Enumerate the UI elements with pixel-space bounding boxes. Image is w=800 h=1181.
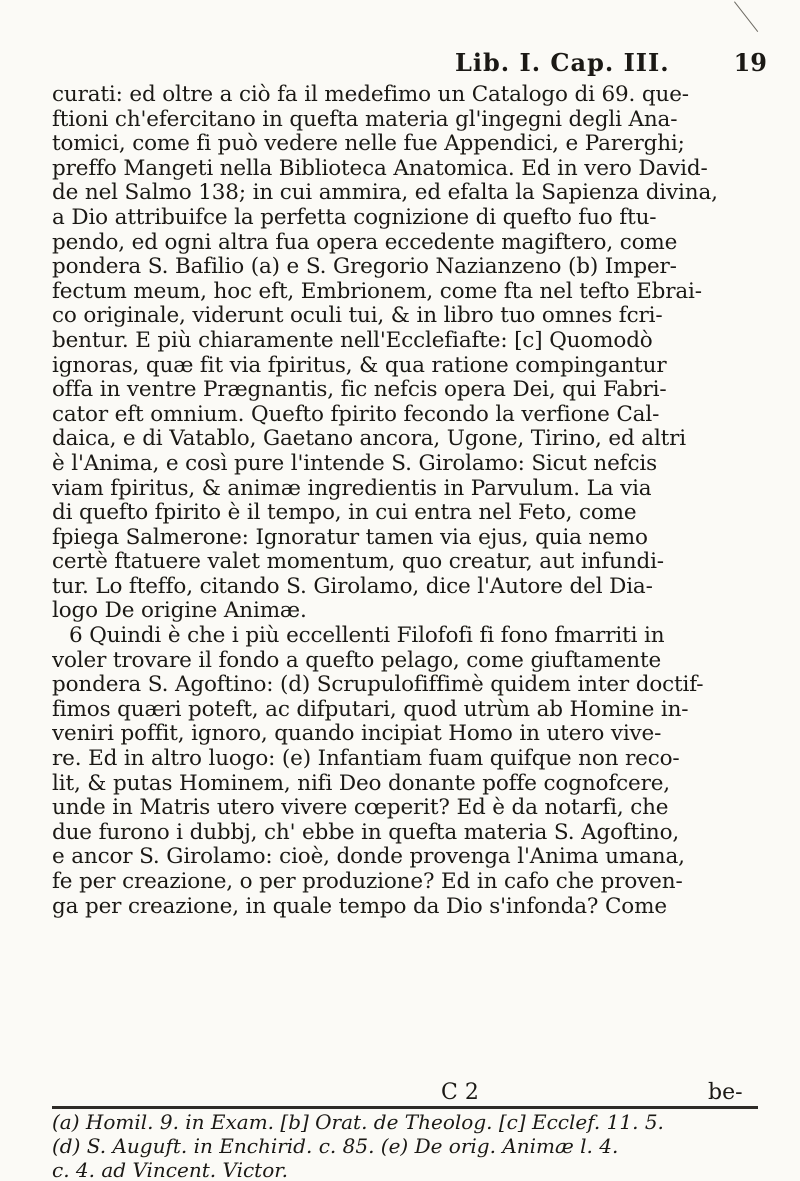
signature-mark: C 2 [441, 1080, 479, 1105]
footnote-line: c. 4. ad Vincent. Victor. [52, 1158, 288, 1181]
text-line: certè ftatuere valet momentum, quo creatur, aut infundi- [52, 550, 664, 575]
text-line: veniri poffit, ignoro, quando incipiat Homo in utero vive- [52, 722, 662, 747]
text-line: tomici, come fi può vedere nelle fue Appendici, e Parerghi; [52, 132, 685, 157]
catchword: be- [708, 1080, 743, 1105]
text-line: a Dio attribuifce la perfetta cognizione di quefto fuo ftu- [52, 205, 657, 230]
running-head: Lib. I. Cap. III. [455, 48, 670, 77]
text-line: di quefto fpirito è il tempo, in cui entra nel Feto, come [52, 501, 637, 526]
text-line: pondera S. Bafilio (a) e S. Gregorio Nazianzeno (b) Imper- [52, 255, 677, 280]
text-line: bentur. E più chiaramente nell'Ecclefiafte: [c] Quomodò [52, 328, 653, 353]
text-line: fimos quæri poteft, ac difputari, quod utrùm ab Homine in- [52, 697, 689, 722]
footnote-line: (d) S. Auguft. in Enchirid. c. 85. (e) De orig. Animæ l. 4. [52, 1134, 619, 1158]
text-line: fectum meum, hoc eft, Embrionem, come fta nel tefto Ebrai- [52, 279, 702, 304]
corner-mark [734, 1, 758, 32]
text-line: tur. Lo fteffo, citando S. Girolamo, dice l'Autore del Dia- [52, 574, 653, 599]
text-line: preffo Mangeti nella Biblioteca Anatomica. Ed in vero David- [52, 156, 708, 181]
footnote-rule [52, 1106, 758, 1109]
text-line: re. Ed in altro luogo: (e) Infantiam fuam quifque non reco- [52, 747, 680, 772]
text-line: curati: ed oltre a ciò fa il medefimo un Catalogo di 69. que- [52, 83, 689, 107]
text-line: ignoras, quæ fit via fpiritus, & qua ratione compingantur [52, 353, 667, 378]
body-text [52, 83, 757, 1105]
text-line: offa in ventre Prægnantis, fic nefcis opera Dei, qui Fabri- [52, 378, 667, 403]
page-number: 19 [733, 48, 767, 77]
text-line: co originale, viderunt oculi tui, & in libro tuo omnes fcri- [52, 304, 663, 329]
text-line: è l'Anima, e così pure l'intende S. Girolamo: Sicut nefcis [52, 451, 657, 476]
text-line: unde in Matris utero vivere cœperit? Ed è da notarfi, che [52, 796, 669, 821]
text-line: pendo, ed ogni altra fua opera eccedente magiftero, come [52, 230, 678, 255]
text-line: e ancor S. Girolamo: cioè, donde provenga l'Anima umana, [52, 845, 685, 870]
text-line: fpiega Salmerone: Ignoratur tamen via ejus, quia nemo [52, 525, 648, 550]
text-line: viam fpiritus, & animæ ingredientis in Parvulum. La via [52, 476, 652, 501]
text-line: pondera S. Agoftino: (d) Scrupulofiffimè quidem inter doctif- [52, 673, 704, 698]
text-line: logo De origine Animæ. [52, 599, 307, 624]
text-line: ftioni ch'efercitano in quefta materia gl'ingegni degli Ana- [52, 107, 678, 132]
paragraph-start-line: 6 Quindi è che i più eccellenti Filofofi fi fono fmarriti in [69, 624, 665, 649]
footnotes [52, 1110, 757, 1181]
text-line: ga per creazione, in quale tempo da Dio s'infonda? Come [52, 894, 667, 919]
text-line: de nel Salmo 138; in cui ammira, ed efalta la Sapienza divina, [52, 181, 718, 206]
text-line: fe per creazione, o per produzione? Ed in cafo che proven- [52, 870, 683, 894]
text-line: lit, & putas Hominem, nifi Deo donante poffe cognofcere, [52, 771, 670, 796]
text-line: due furono i dubbj, ch' ebbe in quefta materia S. Agoftino, [52, 820, 680, 845]
text-line: cator eft omnium. Quefto fpirito fecondo la verfione Cal- [52, 402, 660, 427]
text-line: voler trovare il fondo a quefto pelago, come giuftamente [52, 648, 662, 673]
text-line: daica, e di Vatablo, Gaetano ancora, Ugone, Tirino, ed altri [52, 427, 687, 452]
footnote-line: (a) Homil. 9. in Exam. [b] Orat. de Theolog. [c] Ecclef. 11. 5. [52, 1110, 664, 1134]
catchword-line [0, 1080, 800, 1106]
